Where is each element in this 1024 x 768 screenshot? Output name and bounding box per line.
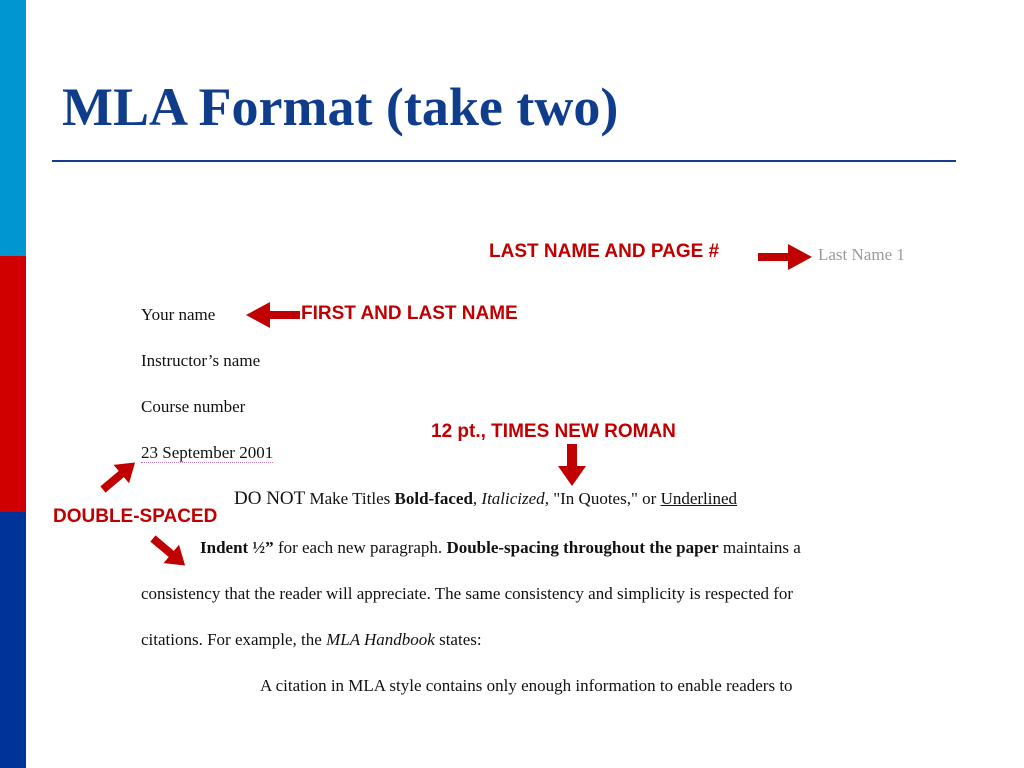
callout-first-last-name: FIRST AND LAST NAME — [301, 303, 518, 324]
underlined-text: Underlined — [660, 489, 738, 508]
document-header: Last Name 1 — [818, 245, 905, 264]
indent-bold-text: Indent ½” — [200, 538, 274, 557]
slide-title: MLA Format (take two) — [62, 77, 619, 137]
or-text: or — [637, 489, 661, 508]
double-spacing-bold-text: Double-spacing throughout the paper — [446, 538, 719, 557]
callout-double-spaced: DOUBLE-SPACED — [53, 506, 218, 527]
citations-text: citations. For example, the — [141, 630, 327, 649]
arrow-up-right-icon — [98, 458, 140, 494]
states-text: states: — [434, 630, 482, 649]
heading-date-text: 23 September 2001 — [141, 443, 274, 462]
paragraph-line-1 — [200, 539, 801, 556]
arrow-down-icon — [558, 444, 586, 486]
bold-faced-text: Bold-faced — [394, 489, 473, 508]
heading-course: Course number — [141, 397, 246, 416]
arrow-right-icon — [758, 244, 814, 270]
heading-date — [141, 444, 273, 461]
heading-your-name: Your name — [141, 305, 216, 324]
side-band-blue — [0, 0, 26, 256]
block-quote-line: A citation in MLA style contains only enough information to enable readers to — [260, 676, 793, 695]
arrow-left-icon — [246, 302, 300, 328]
titles-rule-line — [234, 489, 737, 508]
paragraph-line-3 — [141, 631, 482, 648]
heading-instructor: Instructor’s name — [141, 351, 261, 370]
title-divider — [52, 160, 956, 162]
side-band-red — [0, 256, 26, 512]
maintains-text: maintains a — [718, 538, 801, 557]
arrow-down-right-icon — [148, 532, 190, 572]
in-quotes-text: "In Quotes," — [553, 489, 638, 508]
callout-font: 12 pt., TIMES NEW ROMAN — [431, 421, 676, 442]
side-band-navy — [0, 512, 26, 768]
comma-2: , — [544, 489, 554, 508]
do-not-label: DO NOT — [234, 488, 306, 509]
mla-handbook-text: MLA Handbook — [326, 630, 435, 649]
make-titles-text: Make Titles — [305, 489, 395, 508]
comma-1: , — [472, 489, 482, 508]
italicized-text: Italicized — [481, 489, 545, 508]
after-indent-text: for each new paragraph. — [273, 538, 447, 557]
paragraph-line-2: consistency that the reader will appreciate. The same consistency and simplicity is respected for — [141, 584, 794, 603]
callout-last-name-page: LAST NAME AND PAGE # — [489, 241, 720, 262]
